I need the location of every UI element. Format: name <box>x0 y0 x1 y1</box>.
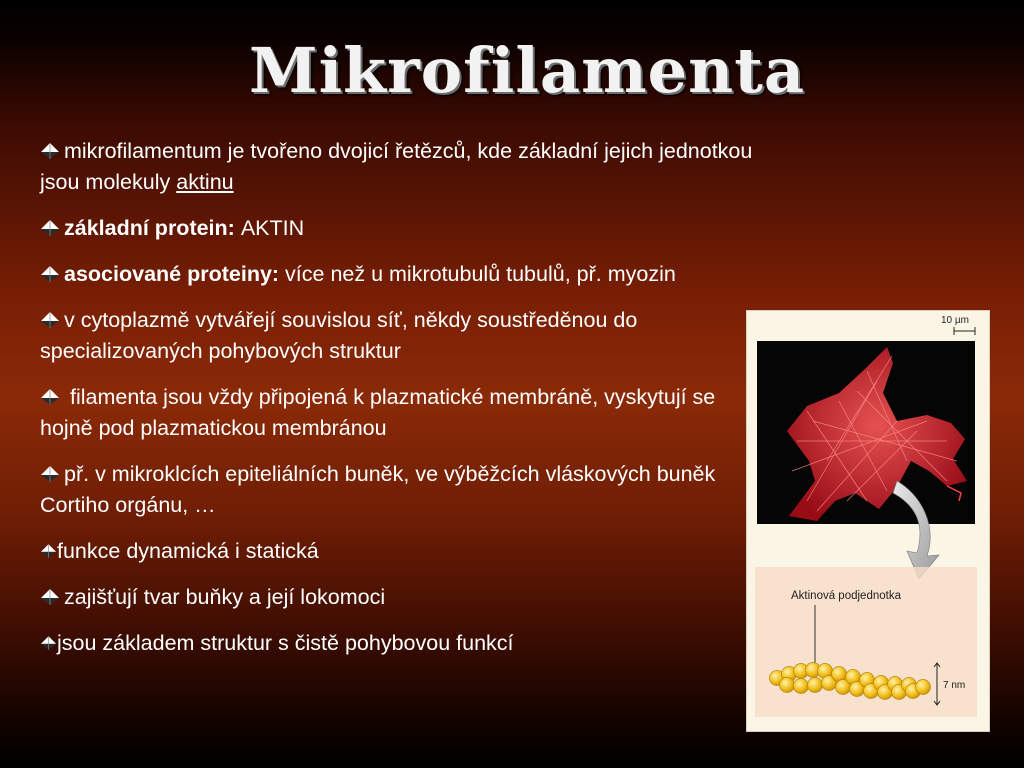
bullet-lead: základní protein: <box>64 216 241 240</box>
bullet-text: zajišťují tvar buňky a její lokomoci <box>64 585 386 609</box>
bullet-text: mikrofilamentum je tvořeno dvojicí řetězců, kde základní jejich jednotkou jsou molekuly <box>40 139 753 194</box>
bullet-arrow-icon <box>40 311 60 329</box>
bullet-text: funkce dynamická i statická <box>57 539 319 563</box>
slide-title: Mikrofilamenta <box>248 34 806 107</box>
bullet-arrow-icon <box>40 588 60 606</box>
bullet-item <box>40 213 800 244</box>
subunit-label: Aktinová podjednotka <box>791 590 901 602</box>
bullet-arrow-icon <box>40 388 60 406</box>
bullet-text: filamenta jsou vždy připojená k plazmatické membráně, vyskytují se hojně pod plazmatickou membránou <box>40 385 716 440</box>
bullet-arrow-icon <box>40 219 60 237</box>
bullet-list <box>40 136 800 674</box>
bullet-arrow-icon <box>40 542 57 560</box>
bullet-item <box>40 136 790 198</box>
bullet-text: jsou základem struktur s čistě pohybovou funkcí <box>57 631 514 655</box>
bullet-arrow-icon <box>40 634 57 652</box>
scale-label: 10 µm <box>941 315 969 326</box>
scale-bar <box>954 327 975 335</box>
bullet-text: př. v mikroklcích epiteliálních buněk, ve výběžcích vláskových buněk Cortiho orgánu, … <box>40 462 716 517</box>
width-label: 7 nm <box>943 680 966 691</box>
actin-figure <box>746 310 990 732</box>
bullet-item <box>40 628 800 659</box>
bullet-arrow-icon <box>40 465 60 483</box>
bullet-lead: asociované proteiny: <box>64 262 286 286</box>
bullet-item <box>40 459 730 521</box>
bullet-item <box>40 582 800 613</box>
bullet-arrow-icon <box>40 142 60 160</box>
bullet-item <box>40 536 800 567</box>
bullet-item <box>40 382 730 444</box>
bullet-text: více než u mikrotubulů tubulů, př. myozin <box>285 262 676 286</box>
bullet-text: v cytoplazmě vytvářejí souvislou síť, někdy soustředěnou do specializovaných pohybových struktur <box>40 308 638 363</box>
bullet-text: AKTIN <box>240 216 305 240</box>
aktinu-link[interactable]: aktinu <box>176 170 234 194</box>
bullet-arrow-icon <box>40 265 60 283</box>
bullet-item <box>40 259 800 290</box>
actin-illustration <box>747 311 989 731</box>
bullet-item <box>40 305 730 367</box>
